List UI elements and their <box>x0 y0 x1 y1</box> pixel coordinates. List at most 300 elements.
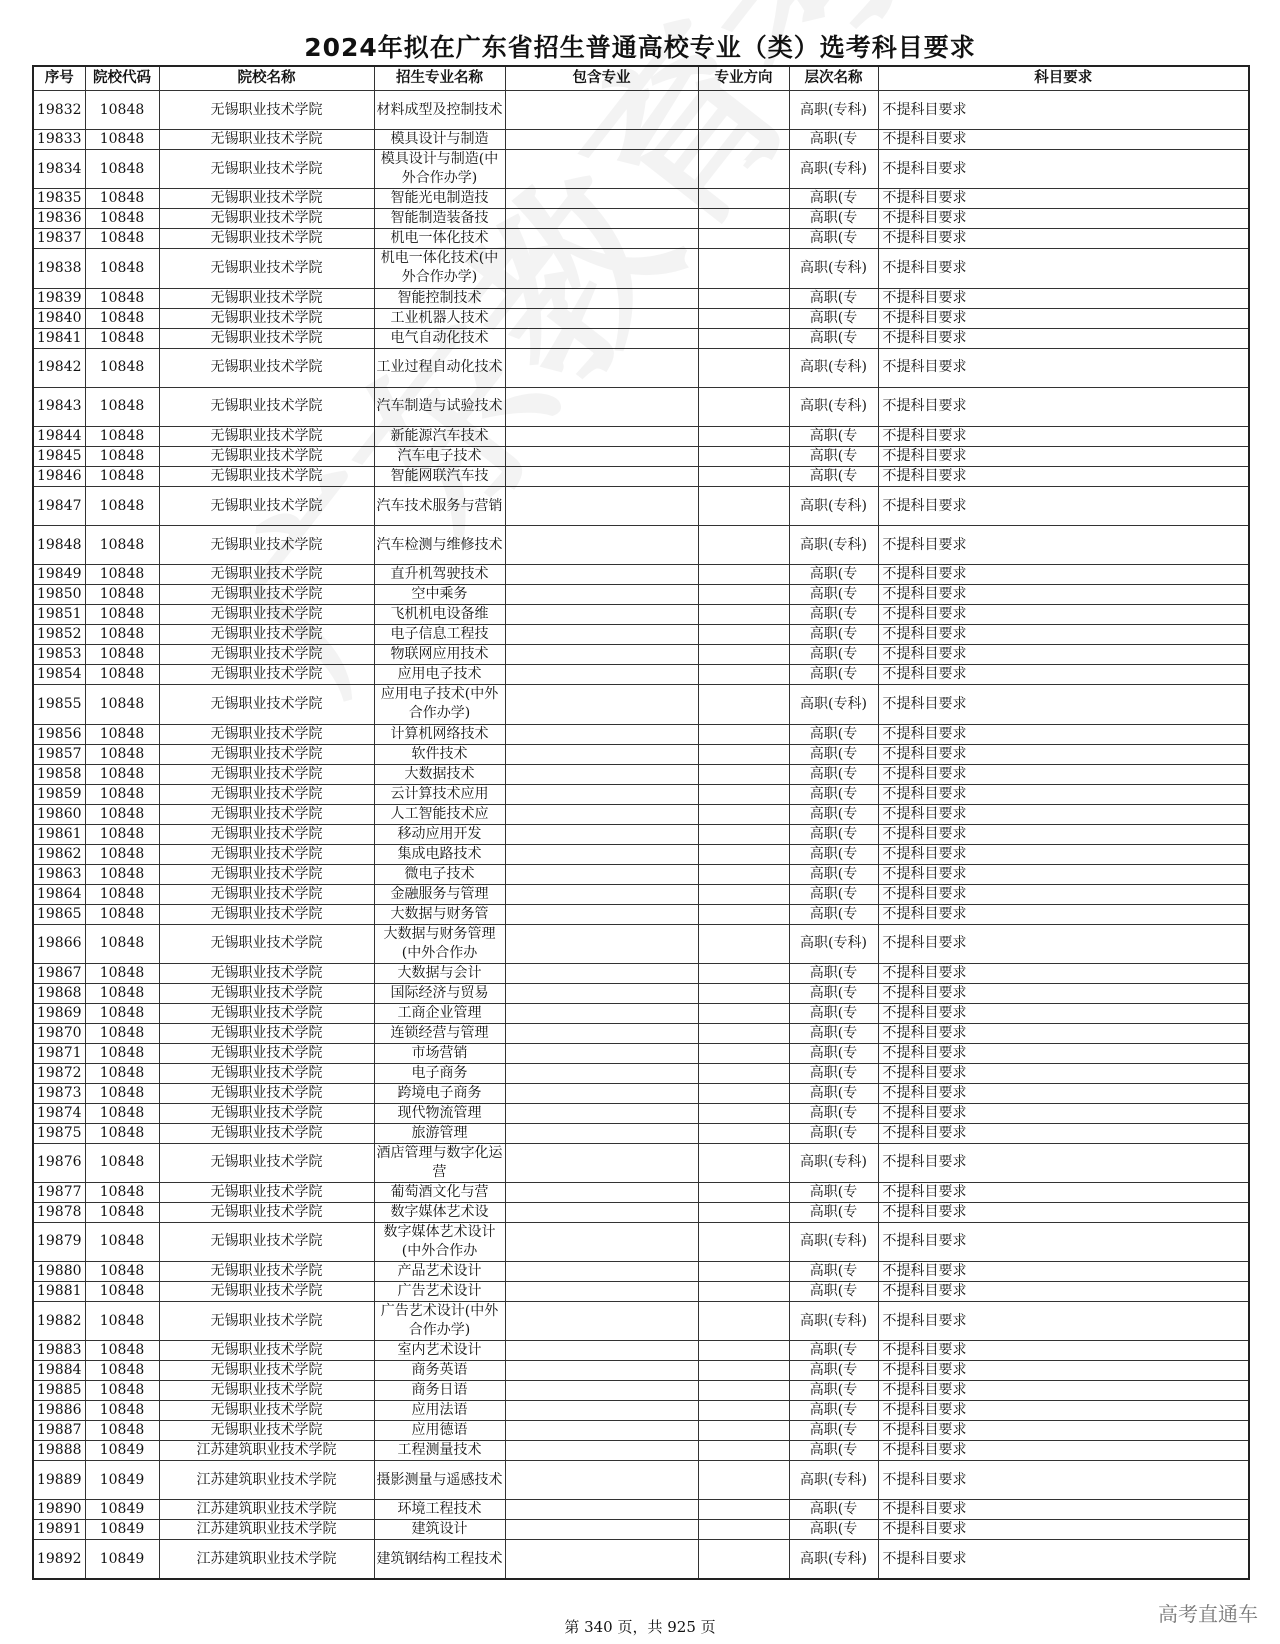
table-row <box>33 91 1249 130</box>
table-row <box>33 1461 1249 1500</box>
cell-seq: 19884 <box>33 1361 85 1381</box>
cell-major-name: 机电一体化技术 <box>374 229 505 249</box>
cell-school-name: 无锡职业技术学院 <box>159 328 374 348</box>
cell-school-name: 无锡职业技术学院 <box>159 1182 374 1202</box>
cell-seq: 19832 <box>33 91 85 130</box>
cell-major-name: 电子信息工程技 <box>374 625 505 645</box>
cell-seq: 19849 <box>33 565 85 585</box>
cell-major-direction <box>698 585 789 605</box>
cell-seq: 19856 <box>33 724 85 744</box>
cell-level: 高职(专 <box>789 1381 878 1401</box>
cell-requirement: 不提科目要求 <box>878 605 1249 625</box>
cell-major-name: 模具设计与制造 <box>374 130 505 150</box>
table-row <box>33 189 1249 209</box>
cell-school-name: 无锡职业技术学院 <box>159 150 374 189</box>
cell-school-name: 无锡职业技术学院 <box>159 1063 374 1083</box>
cell-school-name: 无锡职业技术学院 <box>159 1361 374 1381</box>
table-row <box>33 665 1249 685</box>
cell-level: 高职(专 <box>789 585 878 605</box>
cell-school-name: 江苏建筑职业技术学院 <box>159 1540 374 1579</box>
cell-included-majors <box>505 605 698 625</box>
cell-seq: 19886 <box>33 1401 85 1421</box>
column-header: 序号 <box>33 66 85 91</box>
cell-requirement: 不提科目要求 <box>878 288 1249 308</box>
cell-major-name: 智能光电制造技 <box>374 189 505 209</box>
cell-requirement: 不提科目要求 <box>878 486 1249 525</box>
cell-seq: 19846 <box>33 466 85 486</box>
cell-major-name: 微电子技术 <box>374 864 505 884</box>
cell-level: 高职(专 <box>789 1282 878 1302</box>
cell-major-direction <box>698 446 789 466</box>
cell-major-direction <box>698 249 789 288</box>
page-footer: 第 340 页，共 925 页 <box>564 1618 716 1636</box>
cell-school-code: 10848 <box>85 1421 159 1441</box>
cell-major-direction <box>698 963 789 983</box>
cell-major-direction <box>698 426 789 446</box>
cell-level: 高职(专 <box>789 328 878 348</box>
cell-level: 高职(专科) <box>789 387 878 426</box>
cell-included-majors <box>505 764 698 784</box>
cell-major-direction <box>698 904 789 924</box>
table-header-row <box>33 66 1249 91</box>
cell-level: 高职(专 <box>789 1441 878 1461</box>
table-row <box>33 864 1249 884</box>
cell-major-name: 国际经济与贸易 <box>374 983 505 1003</box>
cell-school-name: 无锡职业技术学院 <box>159 625 374 645</box>
cell-included-majors <box>505 348 698 387</box>
cell-requirement: 不提科目要求 <box>878 209 1249 229</box>
cell-included-majors <box>505 983 698 1003</box>
cell-level: 高职(专科) <box>789 150 878 189</box>
table-row <box>33 1043 1249 1063</box>
cell-seq: 19864 <box>33 884 85 904</box>
cell-level: 高职(专 <box>789 565 878 585</box>
cell-seq: 19873 <box>33 1083 85 1103</box>
cell-major-name: 汽车检测与维修技术 <box>374 526 505 565</box>
cell-school-code: 10848 <box>85 1083 159 1103</box>
cell-major-direction <box>698 1421 789 1441</box>
cell-school-code: 10848 <box>85 1202 159 1222</box>
cell-major-name: 应用电子技术(中外合作办学) <box>374 685 505 724</box>
cell-major-direction <box>698 1043 789 1063</box>
cell-level: 高职(专科) <box>789 249 878 288</box>
cell-seq: 19862 <box>33 844 85 864</box>
cell-level: 高职(专 <box>789 1520 878 1540</box>
cell-major-name: 广告艺术设计 <box>374 1282 505 1302</box>
cell-level: 高职(专 <box>789 724 878 744</box>
cell-school-code: 10848 <box>85 1222 159 1261</box>
cell-major-name: 连锁经营与管理 <box>374 1023 505 1043</box>
table-row <box>33 1202 1249 1222</box>
column-header: 专业方向 <box>698 66 789 91</box>
cell-level: 高职(专科) <box>789 348 878 387</box>
cell-school-code: 10848 <box>85 784 159 804</box>
cell-requirement: 不提科目要求 <box>878 784 1249 804</box>
table-row <box>33 784 1249 804</box>
cell-seq: 19858 <box>33 764 85 784</box>
cell-major-name: 现代物流管理 <box>374 1103 505 1123</box>
cell-level: 高职(专 <box>789 130 878 150</box>
cell-seq: 19881 <box>33 1282 85 1302</box>
cell-school-code: 10848 <box>85 963 159 983</box>
cell-requirement: 不提科目要求 <box>878 189 1249 209</box>
cell-major-name: 空中乘务 <box>374 585 505 605</box>
cell-school-code: 10848 <box>85 884 159 904</box>
cell-requirement: 不提科目要求 <box>878 983 1249 1003</box>
table-row <box>33 486 1249 525</box>
cell-level: 高职(专 <box>789 1083 878 1103</box>
cell-major-name: 大数据与财务管 <box>374 904 505 924</box>
cell-included-majors <box>505 328 698 348</box>
cell-seq: 19844 <box>33 426 85 446</box>
cell-school-name: 无锡职业技术学院 <box>159 824 374 844</box>
cell-major-direction <box>698 1023 789 1043</box>
cell-major-name: 汽车制造与试验技术 <box>374 387 505 426</box>
cell-major-direction <box>698 1441 789 1461</box>
cell-school-name: 江苏建筑职业技术学院 <box>159 1441 374 1461</box>
cell-requirement: 不提科目要求 <box>878 844 1249 864</box>
cell-school-code: 10848 <box>85 1361 159 1381</box>
cell-school-name: 无锡职业技术学院 <box>159 565 374 585</box>
cell-major-name: 机电一体化技术(中外合作办学) <box>374 249 505 288</box>
cell-requirement: 不提科目要求 <box>878 924 1249 963</box>
cell-school-code: 10848 <box>85 764 159 784</box>
column-header: 层次名称 <box>789 66 878 91</box>
cell-major-direction <box>698 150 789 189</box>
cell-included-majors <box>505 585 698 605</box>
table-row <box>33 150 1249 189</box>
cell-included-majors <box>505 1302 698 1341</box>
cell-school-code: 10849 <box>85 1540 159 1579</box>
cell-major-name: 酒店管理与数字化运营 <box>374 1143 505 1182</box>
table-row <box>33 1441 1249 1461</box>
cell-level: 高职(专 <box>789 1361 878 1381</box>
cell-requirement: 不提科目要求 <box>878 1401 1249 1421</box>
cell-included-majors <box>505 446 698 466</box>
cell-school-code: 10848 <box>85 1401 159 1421</box>
cell-requirement: 不提科目要求 <box>878 1182 1249 1202</box>
cell-requirement: 不提科目要求 <box>878 426 1249 446</box>
cell-level: 高职(专 <box>789 864 878 884</box>
cell-major-direction <box>698 764 789 784</box>
cell-seq: 19836 <box>33 209 85 229</box>
cell-major-direction <box>698 1540 789 1579</box>
table-row <box>33 1401 1249 1421</box>
cell-school-code: 10848 <box>85 466 159 486</box>
cell-included-majors <box>505 784 698 804</box>
cell-requirement: 不提科目要求 <box>878 1341 1249 1361</box>
cell-seq: 19865 <box>33 904 85 924</box>
cell-major-direction <box>698 744 789 764</box>
cell-major-name: 汽车技术服务与营销 <box>374 486 505 525</box>
cell-level: 高职(专 <box>789 963 878 983</box>
cell-included-majors <box>505 1421 698 1441</box>
cell-included-majors <box>505 1043 698 1063</box>
cell-major-name: 电气自动化技术 <box>374 328 505 348</box>
cell-requirement: 不提科目要求 <box>878 884 1249 904</box>
cell-seq: 19890 <box>33 1500 85 1520</box>
cell-level: 高职(专 <box>789 645 878 665</box>
cell-seq: 19841 <box>33 328 85 348</box>
cell-seq: 19892 <box>33 1540 85 1579</box>
cell-major-name: 室内艺术设计 <box>374 1341 505 1361</box>
cell-included-majors <box>505 1461 698 1500</box>
cell-level: 高职(专科) <box>789 486 878 525</box>
cell-major-name: 计算机网络技术 <box>374 724 505 744</box>
table-row <box>33 1123 1249 1143</box>
cell-seq: 19843 <box>33 387 85 426</box>
cell-requirement: 不提科目要求 <box>878 1540 1249 1579</box>
table-row <box>33 924 1249 963</box>
table-row <box>33 1421 1249 1441</box>
cell-seq: 19838 <box>33 249 85 288</box>
column-header: 包含专业 <box>505 66 698 91</box>
cell-major-name: 人工智能技术应 <box>374 804 505 824</box>
cell-major-name: 电子商务 <box>374 1063 505 1083</box>
cell-major-name: 跨境电子商务 <box>374 1083 505 1103</box>
cell-level: 高职(专 <box>789 784 878 804</box>
cell-school-name: 无锡职业技术学院 <box>159 526 374 565</box>
column-header: 科目要求 <box>878 66 1249 91</box>
table-row <box>33 983 1249 1003</box>
cell-major-name: 商务英语 <box>374 1361 505 1381</box>
cell-major-direction <box>698 1461 789 1500</box>
cell-major-direction <box>698 665 789 685</box>
cell-seq: 19867 <box>33 963 85 983</box>
cell-seq: 19875 <box>33 1123 85 1143</box>
cell-seq: 19857 <box>33 744 85 764</box>
cell-seq: 19871 <box>33 1043 85 1063</box>
cell-major-name: 智能制造装备技 <box>374 209 505 229</box>
cell-included-majors <box>505 864 698 884</box>
cell-requirement: 不提科目要求 <box>878 904 1249 924</box>
cell-major-name: 商务日语 <box>374 1381 505 1401</box>
cell-major-direction <box>698 328 789 348</box>
cell-included-majors <box>505 466 698 486</box>
cell-major-direction <box>698 1401 789 1421</box>
cell-seq: 19885 <box>33 1381 85 1401</box>
cell-major-direction <box>698 91 789 130</box>
cell-requirement: 不提科目要求 <box>878 130 1249 150</box>
table-body <box>33 91 1249 1580</box>
cell-major-direction <box>698 884 789 904</box>
cell-school-name: 无锡职业技术学院 <box>159 1302 374 1341</box>
cell-major-direction <box>698 983 789 1003</box>
cell-school-code: 10848 <box>85 348 159 387</box>
cell-included-majors <box>505 1401 698 1421</box>
cell-school-code: 10848 <box>85 824 159 844</box>
cell-school-name: 无锡职业技术学院 <box>159 1341 374 1361</box>
cell-school-name: 无锡职业技术学院 <box>159 1222 374 1261</box>
cell-school-code: 10848 <box>85 1302 159 1341</box>
cell-included-majors <box>505 1500 698 1520</box>
table-row <box>33 1361 1249 1381</box>
cell-school-name: 无锡职业技术学院 <box>159 486 374 525</box>
cell-school-code: 10849 <box>85 1441 159 1461</box>
cell-level: 高职(专 <box>789 288 878 308</box>
table-row <box>33 308 1249 328</box>
cell-included-majors <box>505 130 698 150</box>
cell-school-code: 10848 <box>85 904 159 924</box>
cell-seq: 19863 <box>33 864 85 884</box>
cell-included-majors <box>505 209 698 229</box>
cell-major-direction <box>698 1361 789 1381</box>
cell-major-name: 大数据技术 <box>374 764 505 784</box>
cell-major-direction <box>698 1341 789 1361</box>
cell-school-name: 无锡职业技术学院 <box>159 189 374 209</box>
cell-school-code: 10848 <box>85 1381 159 1401</box>
cell-included-majors <box>505 1182 698 1202</box>
cell-seq: 19835 <box>33 189 85 209</box>
table-row <box>33 426 1249 446</box>
cell-level: 高职(专 <box>789 1023 878 1043</box>
cell-major-direction <box>698 1520 789 1540</box>
cell-seq: 19877 <box>33 1182 85 1202</box>
table-row <box>33 1381 1249 1401</box>
table-row <box>33 229 1249 249</box>
cell-school-code: 10848 <box>85 189 159 209</box>
cell-level: 高职(专 <box>789 824 878 844</box>
cell-school-name: 江苏建筑职业技术学院 <box>159 1461 374 1500</box>
cell-school-code: 10848 <box>85 1143 159 1182</box>
cell-requirement: 不提科目要求 <box>878 625 1249 645</box>
cell-school-name: 无锡职业技术学院 <box>159 249 374 288</box>
cell-level: 高职(专科) <box>789 1143 878 1182</box>
cell-requirement: 不提科目要求 <box>878 1441 1249 1461</box>
cell-major-direction <box>698 924 789 963</box>
cell-school-name: 无锡职业技术学院 <box>159 1103 374 1123</box>
cell-included-majors <box>505 189 698 209</box>
cell-major-name: 数字媒体艺术设计(中外合作办 <box>374 1222 505 1261</box>
cell-level: 高职(专 <box>789 1103 878 1123</box>
cell-school-code: 10848 <box>85 1341 159 1361</box>
table-row <box>33 1182 1249 1202</box>
table-row <box>33 1063 1249 1083</box>
table-row <box>33 1103 1249 1123</box>
cell-seq: 19878 <box>33 1202 85 1222</box>
cell-major-name: 工业机器人技术 <box>374 308 505 328</box>
cell-major-direction <box>698 1202 789 1222</box>
cell-school-code: 10848 <box>85 1063 159 1083</box>
cell-level: 高职(专 <box>789 764 878 784</box>
cell-major-name: 飞机机电设备维 <box>374 605 505 625</box>
table-row <box>33 1222 1249 1261</box>
cell-school-name: 江苏建筑职业技术学院 <box>159 1500 374 1520</box>
table-row <box>33 1023 1249 1043</box>
cell-included-majors <box>505 625 698 645</box>
cell-included-majors <box>505 924 698 963</box>
cell-requirement: 不提科目要求 <box>878 328 1249 348</box>
cell-included-majors <box>505 288 698 308</box>
cell-school-name: 无锡职业技术学院 <box>159 1083 374 1103</box>
cell-school-name: 无锡职业技术学院 <box>159 645 374 665</box>
cell-major-name: 物联网应用技术 <box>374 645 505 665</box>
requirements-table <box>32 65 1250 1580</box>
table-row <box>33 1262 1249 1282</box>
cell-major-direction <box>698 466 789 486</box>
cell-school-code: 10848 <box>85 387 159 426</box>
cell-school-code: 10848 <box>85 288 159 308</box>
cell-major-name: 大数据与会计 <box>374 963 505 983</box>
cell-seq: 19860 <box>33 804 85 824</box>
cell-school-name: 无锡职业技术学院 <box>159 884 374 904</box>
cell-seq: 19874 <box>33 1103 85 1123</box>
cell-major-direction <box>698 1302 789 1341</box>
table-row <box>33 1500 1249 1520</box>
cell-school-code: 10848 <box>85 1182 159 1202</box>
cell-included-majors <box>505 308 698 328</box>
cell-school-name: 无锡职业技术学院 <box>159 91 374 130</box>
cell-seq: 19888 <box>33 1441 85 1461</box>
cell-requirement: 不提科目要求 <box>878 565 1249 585</box>
cell-included-majors <box>505 1262 698 1282</box>
cell-school-name: 无锡职业技术学院 <box>159 983 374 1003</box>
cell-school-code: 10848 <box>85 150 159 189</box>
cell-seq: 19891 <box>33 1520 85 1540</box>
cell-requirement: 不提科目要求 <box>878 685 1249 724</box>
cell-school-code: 10848 <box>85 130 159 150</box>
cell-level: 高职(专 <box>789 605 878 625</box>
cell-major-direction <box>698 486 789 525</box>
cell-school-code: 10848 <box>85 91 159 130</box>
cell-major-direction <box>698 864 789 884</box>
cell-school-name: 无锡职业技术学院 <box>159 1202 374 1222</box>
cell-level: 高职(专科) <box>789 1540 878 1579</box>
cell-school-name: 无锡职业技术学院 <box>159 784 374 804</box>
cell-major-name: 模具设计与制造(中外合作办学) <box>374 150 505 189</box>
table-row <box>33 1540 1249 1579</box>
cell-seq: 19889 <box>33 1461 85 1500</box>
table-row <box>33 724 1249 744</box>
cell-level: 高职(专 <box>789 884 878 904</box>
cell-included-majors <box>505 1361 698 1381</box>
table-row <box>33 824 1249 844</box>
cell-level: 高职(专 <box>789 229 878 249</box>
cell-school-name: 无锡职业技术学院 <box>159 130 374 150</box>
cell-school-name: 无锡职业技术学院 <box>159 387 374 426</box>
cell-school-name: 无锡职业技术学院 <box>159 1123 374 1143</box>
cell-seq: 19847 <box>33 486 85 525</box>
cell-level: 高职(专 <box>789 1123 878 1143</box>
cell-requirement: 不提科目要求 <box>878 1461 1249 1500</box>
cell-major-name: 应用德语 <box>374 1421 505 1441</box>
cell-seq: 19870 <box>33 1023 85 1043</box>
table-row <box>33 625 1249 645</box>
table-row <box>33 249 1249 288</box>
cell-level: 高职(专 <box>789 1262 878 1282</box>
table-row <box>33 585 1249 605</box>
cell-major-direction <box>698 605 789 625</box>
cell-major-direction <box>698 1262 789 1282</box>
cell-major-direction <box>698 1282 789 1302</box>
cell-major-name: 工业过程自动化技术 <box>374 348 505 387</box>
cell-major-name: 环境工程技术 <box>374 1500 505 1520</box>
table-row <box>33 387 1249 426</box>
cell-requirement: 不提科目要求 <box>878 1421 1249 1441</box>
cell-included-majors <box>505 744 698 764</box>
cell-school-name: 无锡职业技术学院 <box>159 804 374 824</box>
cell-major-direction <box>698 1182 789 1202</box>
cell-requirement: 不提科目要求 <box>878 1500 1249 1520</box>
cell-requirement: 不提科目要求 <box>878 387 1249 426</box>
cell-major-name: 材料成型及控制技术 <box>374 91 505 130</box>
cell-level: 高职(专 <box>789 1003 878 1023</box>
cell-seq: 19839 <box>33 288 85 308</box>
cell-included-majors <box>505 426 698 446</box>
cell-included-majors <box>505 1023 698 1043</box>
cell-major-name: 建筑设计 <box>374 1520 505 1540</box>
cell-included-majors <box>505 229 698 249</box>
